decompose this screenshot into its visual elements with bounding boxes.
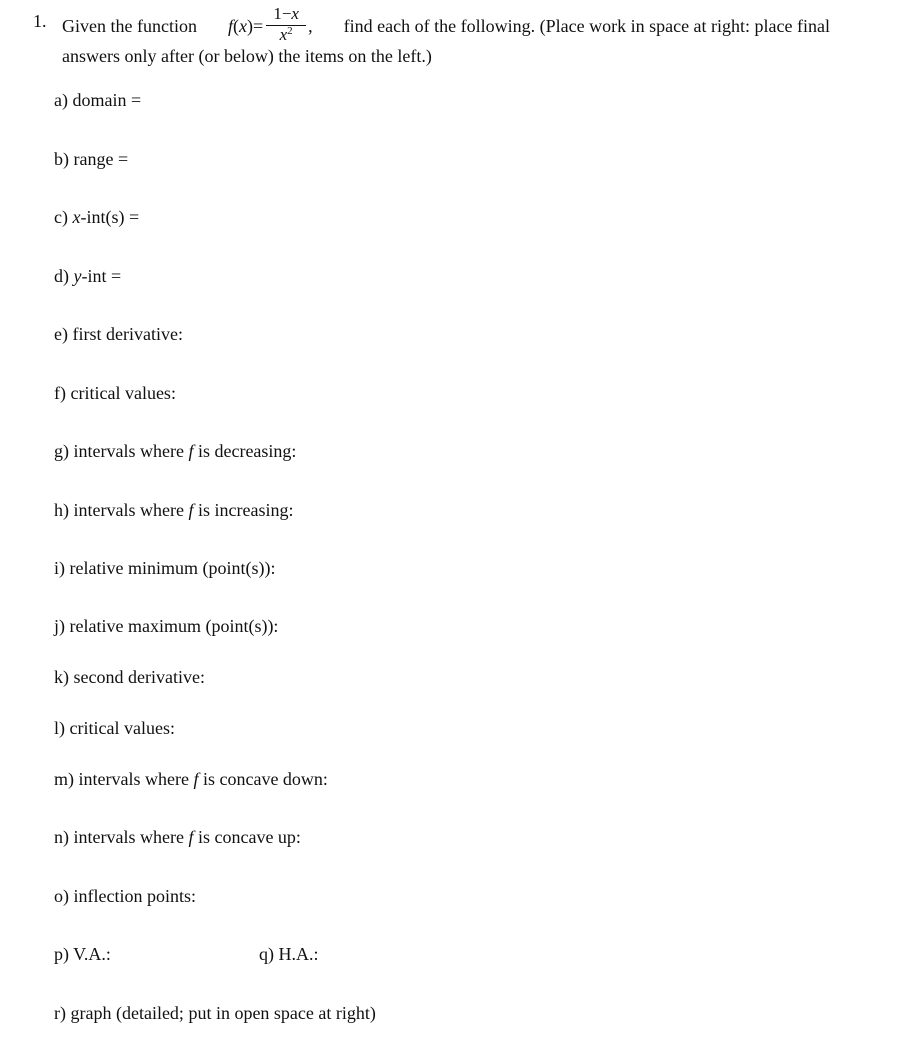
item-text: -int = bbox=[81, 266, 122, 286]
item-range: b) range = bbox=[54, 149, 129, 169]
item-intervals-increasing bbox=[54, 501, 293, 519]
function-comma: , bbox=[308, 16, 313, 36]
item-critical-values-2: l) critical values: bbox=[54, 718, 175, 738]
function-arg-open: ( bbox=[233, 16, 239, 36]
item-concave-up bbox=[54, 828, 301, 846]
function-fraction bbox=[266, 4, 306, 44]
item-text: is concave up: bbox=[193, 827, 301, 847]
item-vertical-asymptote: p) V.A.: bbox=[54, 944, 111, 964]
function-arg-close: ) bbox=[247, 16, 253, 36]
item-intervals-decreasing bbox=[54, 442, 296, 460]
item-text: is increasing: bbox=[193, 500, 294, 520]
fraction-denominator bbox=[266, 26, 306, 43]
problem-number: 1. bbox=[33, 11, 47, 31]
item-second-derivative: k) second derivative: bbox=[54, 667, 205, 687]
item-text: g) intervals where bbox=[54, 441, 189, 461]
item-horizontal-asymptote: q) H.A.: bbox=[259, 944, 319, 964]
denominator-variable: x bbox=[279, 25, 288, 44]
function-expression bbox=[227, 4, 313, 44]
item-variable: y bbox=[73, 266, 82, 286]
item-variable: f bbox=[188, 827, 194, 847]
problem-statement-line-1 bbox=[62, 4, 830, 44]
item-variable: f bbox=[193, 769, 199, 789]
item-graph: r) graph (detailed; put in open space at right) bbox=[54, 1003, 376, 1023]
problem-statement-line-2: answers only after (or below) the items on the left.) bbox=[62, 46, 432, 66]
numerator-constant: 1− bbox=[273, 4, 292, 23]
item-text: -int(s) = bbox=[80, 207, 140, 227]
item-critical-values-1: f) critical values: bbox=[54, 383, 176, 403]
item-relative-minimum: i) relative minimum (point(s)): bbox=[54, 558, 276, 578]
item-text: h) intervals where bbox=[54, 500, 189, 520]
item-concave-down bbox=[54, 770, 328, 788]
function-equals: = bbox=[253, 16, 264, 36]
item-text: n) intervals where bbox=[54, 827, 189, 847]
function-name: f bbox=[227, 16, 233, 36]
item-label: c) bbox=[54, 207, 73, 227]
item-label: d) bbox=[54, 266, 74, 286]
problem-instructions: find each of the following. (Place work in space at right: place final bbox=[343, 16, 830, 36]
item-text: is concave down: bbox=[198, 769, 328, 789]
function-arg-var: x bbox=[239, 16, 247, 36]
item-first-derivative: e) first derivative: bbox=[54, 324, 183, 344]
item-inflection-points: o) inflection points: bbox=[54, 886, 196, 906]
fraction-numerator bbox=[266, 5, 306, 22]
item-variable: f bbox=[188, 441, 194, 461]
problem-lead: Given the function bbox=[62, 16, 197, 36]
item-x-intercepts bbox=[54, 208, 139, 226]
item-variable: f bbox=[188, 500, 194, 520]
item-variable: x bbox=[72, 207, 81, 227]
item-relative-maximum: j) relative maximum (point(s)): bbox=[54, 616, 279, 636]
denominator-exponent: 2 bbox=[287, 25, 293, 37]
item-y-intercept bbox=[54, 267, 121, 285]
item-text: m) intervals where bbox=[54, 769, 194, 789]
item-domain: a) domain = bbox=[54, 90, 142, 110]
item-text: is decreasing: bbox=[193, 441, 297, 461]
numerator-variable: x bbox=[291, 4, 299, 23]
